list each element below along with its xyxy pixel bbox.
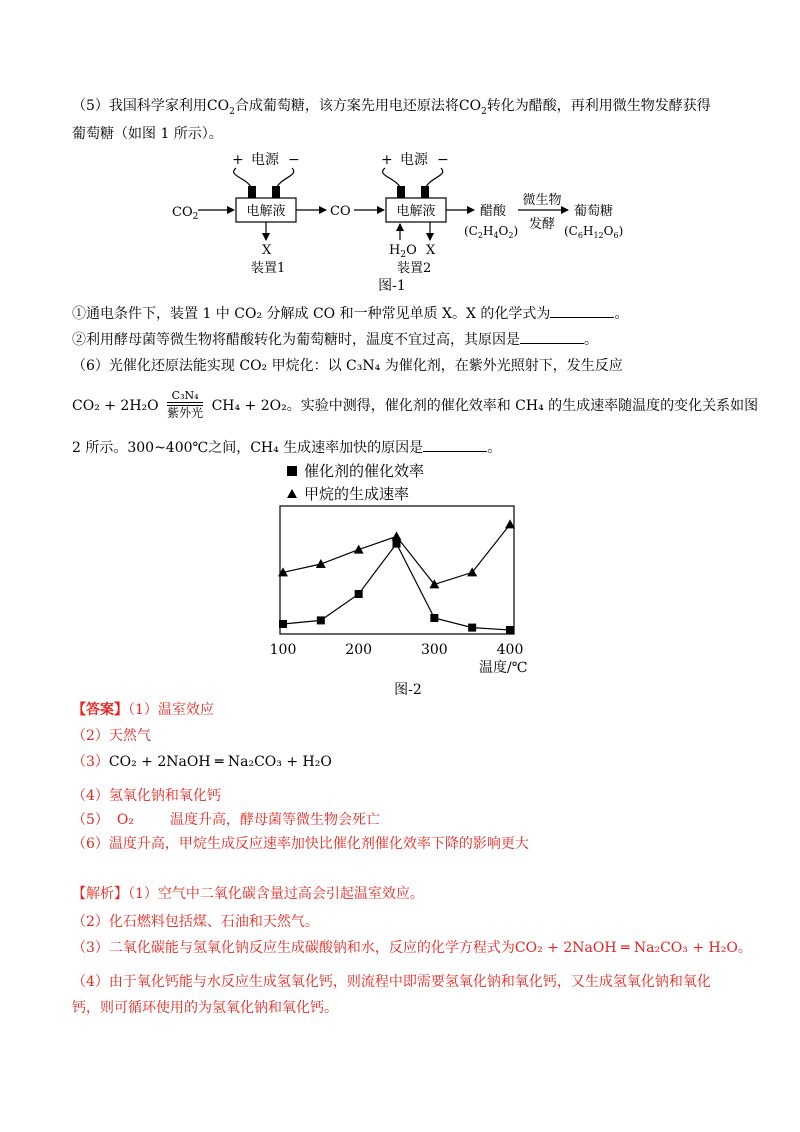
subscript: 2 <box>229 106 235 117</box>
answer-line-1 <box>72 700 214 720</box>
ferment-label: 发酵 <box>528 217 556 232</box>
equation-tail: 。实验中测得，催化剂的催化效率和 CH₄ 的生成速率随温度的变化关系如图 <box>286 398 759 414</box>
analysis-line-3 <box>72 938 752 958</box>
series-1-point-350 <box>468 624 476 632</box>
reaction-condition <box>167 390 203 420</box>
answer-1: （1）温室效应 <box>128 702 214 718</box>
input-co2: $CO_2$ <box>172 205 199 222</box>
analysis-3-equation: CO₂ + 2NaOH ═ Na₂CO₃ + H₂O <box>514 940 738 956</box>
analysis-4b: 钙，则可循环使用的为氢氧化钠和氧化钙。 <box>72 1000 338 1016</box>
x-label-1: X <box>262 243 272 258</box>
electrolyte-1: 电解液 <box>246 204 286 219</box>
acetic-formula: $(C_2H_4O_2)$ <box>464 224 519 240</box>
answer-6: （6）温度升高，甲烷生成反应速率加快比催化剂催化效率下降的影响更大 <box>72 836 529 852</box>
legend-series-1: 催化剂的催化效率 <box>304 462 425 480</box>
analysis-2: （2）化石燃料包括煤、石油和天然气。 <box>72 914 319 930</box>
answer-line-3 <box>72 752 332 772</box>
series-1-point-200 <box>355 590 363 598</box>
equation-right: CH₄ + 2O₂ <box>211 398 287 414</box>
q5-intro-line2: 葡萄糖（如图 1 所示）。 <box>72 126 223 142</box>
q5-sub-2-text: ②利用酵母菌等微生物将醋酸转化为葡萄糖时，温度不宜过高，其原因是 <box>72 332 520 348</box>
answer-line-5 <box>72 810 380 830</box>
power-label-2: 电源 <box>400 152 428 168</box>
period: 。 <box>614 306 629 322</box>
electrode-2b <box>421 186 429 198</box>
electrolyte-2: 电解液 <box>396 204 436 219</box>
legend-triangle-marker <box>287 489 297 498</box>
device-1-label: 装置1 <box>251 261 286 276</box>
answer-5-text: 温度升高，酵母菌等微生物会死亡 <box>170 812 381 828</box>
series-1-point-300 <box>430 614 438 622</box>
catalyst-label: C₃N₄ <box>167 390 203 403</box>
power-label-1: 电源 <box>251 152 279 168</box>
electrode-1b <box>272 186 280 198</box>
power-minus-1: − <box>288 152 300 168</box>
q6-line3 <box>72 438 501 458</box>
answer-tag: 【答案】 <box>72 702 128 718</box>
legend-square-marker <box>287 466 297 476</box>
x-tick-200: 200 <box>345 642 373 658</box>
analysis-3: （3）二氧化碳能与氢氧化钠反应生成碳酸钠和水，反应的化学方程式为 <box>72 940 515 956</box>
figure-2-chart <box>0 458 800 698</box>
figure-2-caption: 图-2 <box>394 682 422 698</box>
x-tick-300: 300 <box>420 642 448 658</box>
glucose-label: 葡萄糖 <box>574 204 614 219</box>
analysis-line-1 <box>72 884 424 904</box>
legend-series-2: 甲烷的生成速率 <box>304 485 410 503</box>
power-minus-2: − <box>437 152 449 168</box>
q5-intro-b: 合成葡萄糖，该方案先用电还原法将 <box>234 98 459 114</box>
figure-1-diagram <box>0 142 800 292</box>
analysis-tag: 【解析】 <box>72 886 128 902</box>
chart-legend <box>287 462 424 503</box>
subscript: 2 <box>481 106 487 117</box>
blank-2[interactable] <box>520 331 584 344</box>
equation-left: CO₂ + 2H₂O <box>72 398 159 414</box>
co2-text: CO <box>206 98 230 114</box>
series-1-point-100 <box>279 620 287 628</box>
x-axis-label: 温度/℃ <box>479 660 528 676</box>
power-plus-2: + <box>381 152 393 168</box>
x-tick-400: 400 <box>496 642 524 658</box>
q5-intro-c: 转化为醋酸，再利用微生物发酵获得 <box>486 98 711 114</box>
q5-sub-2 <box>72 330 598 350</box>
answer-2: （2）天然气 <box>72 728 151 744</box>
q6-line3-text: 2 所示。300~400℃之间，CH₄ 生成速率加快的原因是 <box>72 440 424 456</box>
h2o-label: $H_2O$ <box>389 243 417 260</box>
q5-intro-a: （5）我国科学家利用 <box>72 98 207 114</box>
q6-equation-line <box>72 386 758 426</box>
answer-5-o2: O₂ <box>116 812 135 828</box>
blank-1[interactable] <box>550 305 614 318</box>
series-1-point-400 <box>506 626 514 634</box>
answer-4: （4）氢氧化钠和氧化钙 <box>72 788 221 804</box>
plot-frame <box>280 506 514 634</box>
power-plus-1: + <box>232 152 244 168</box>
electrode-1a <box>248 186 256 198</box>
chart-marks <box>278 519 515 634</box>
q6-line1: （6）光催化还原法能实现 CO₂ 甲烷化：以 C₃N₄ 为催化剂，在紫外光照射下，发生反应 <box>72 358 623 374</box>
blank-3[interactable] <box>423 439 487 452</box>
analysis-3-end: 。 <box>737 940 752 956</box>
period: 。 <box>584 332 598 348</box>
device-2-label: 装置2 <box>397 261 432 276</box>
analysis-4a: （4）由于氧化钙能与水反应生成氢氧化钙，则流程中即需要氢氧化钠和氧化钙，又生成氢氧化钠和氧化 <box>72 974 711 990</box>
answer-5-prefix: （5） <box>72 812 109 828</box>
series-1-point-150 <box>317 616 325 624</box>
series-2-point-200 <box>354 545 364 554</box>
glucose-formula: $(C_6H_{12}O_6)$ <box>564 224 624 240</box>
q5-sub-1-text: ①通电条件下，装置 1 中 CO₂ 分解成 CO 和一种常见单质 X。X 的化学式为 <box>72 306 551 322</box>
co2-text: CO <box>458 98 482 114</box>
series-2-point-250 <box>392 531 402 540</box>
x-tick-labels <box>270 642 524 658</box>
x-label-2: X <box>426 243 436 258</box>
q5-sub-1 <box>72 304 628 324</box>
acetic-label: 醋酸 <box>480 204 507 219</box>
answer-3-prefix: （3） <box>72 754 109 770</box>
q5-intro <box>72 96 711 122</box>
condition-label: 紫外光 <box>167 406 204 420</box>
series-2-point-150 <box>316 559 326 568</box>
co-label: CO <box>330 204 351 219</box>
microbe-label: 微生物 <box>522 193 562 208</box>
answer-3-equation: CO₂ + 2NaOH ═ Na₂CO₃ + H₂O <box>108 754 332 770</box>
figure-1-caption: 图-1 <box>378 278 406 292</box>
x-tick-100: 100 <box>269 642 297 658</box>
electrode-2a <box>397 186 405 198</box>
period: 。 <box>487 440 502 456</box>
analysis-1: （1）空气中二氧化碳含量过高会引起温室效应。 <box>128 886 424 902</box>
